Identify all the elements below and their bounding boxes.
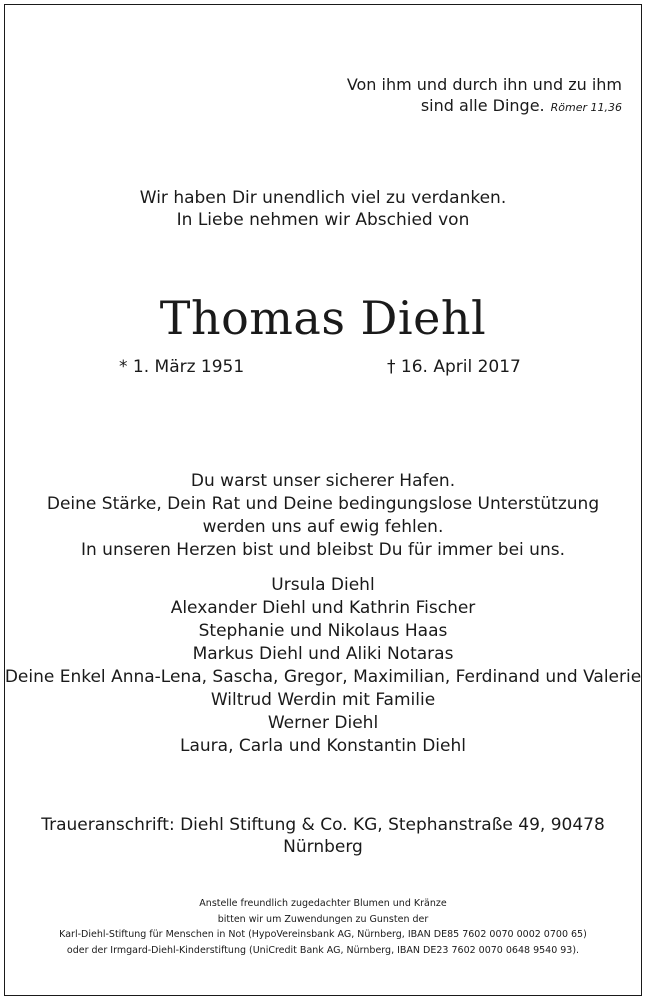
bible-verse xyxy=(347,74,622,118)
verse-reference: Römer 11,36 xyxy=(550,101,622,114)
intro-text xyxy=(0,187,646,231)
mourning-address: Traueranschrift: Diehl Stiftung & Co. KG, Stephanstraße 49, 90478 Nürnberg xyxy=(41,815,605,857)
tribute-line: In unseren Herzen bist und bleibst Du für immer bei uns. xyxy=(80,540,565,560)
death-date: † 16. April 2017 xyxy=(387,357,521,377)
verse-line-1: Von ihm und durch ihn und zu ihm xyxy=(346,75,622,94)
mourner-entry: Laura, Carla und Konstantin Diehl xyxy=(180,736,466,756)
donation-note xyxy=(0,896,646,958)
intro-line: Wir haben Dir unendlich viel zu verdanken. xyxy=(139,188,507,208)
verse-line-2 xyxy=(347,95,622,118)
mourner-entry: Markus Diehl und Aliki Notaras xyxy=(192,644,454,664)
mourner-entry: Deine Enkel Anna-Lena, Sascha, Gregor, Maximilian, Ferdinand und Valerie xyxy=(4,667,642,687)
donation-line: Anstelle freundlich zugedachter Blumen und Kränze xyxy=(199,898,447,909)
tribute-line: Deine Stärke, Dein Rat und Deine bedingungslose Unterstützung xyxy=(46,494,600,514)
intro-line: In Liebe nehmen wir Abschied von xyxy=(176,210,470,230)
tribute-line: Du warst unser sicherer Hafen. xyxy=(190,471,456,491)
mourners-list xyxy=(0,574,646,758)
donation-line: Karl-Diehl-Stiftung für Menschen in Not (HypoVereinsbank AG, Nürnberg, IBAN DE85 7602 0070 0002 0700 65) xyxy=(59,929,587,940)
tribute-text xyxy=(0,470,646,562)
deceased-name: Thomas Diehl xyxy=(159,291,487,345)
mourner-entry: Stephanie und Nikolaus Haas xyxy=(198,621,448,641)
verse-line-2-text: sind alle Dinge. xyxy=(420,96,545,115)
mourner-entry: Ursula Diehl xyxy=(271,575,375,595)
donation-line: oder der Irmgard-Diehl-Kinderstiftung (UniCredit Bank AG, Nürnberg, IBAN DE23 7602 0070 0648 9540 93). xyxy=(66,944,580,956)
tribute-line: werden uns auf ewig fehlen. xyxy=(202,517,444,537)
mourner-entry: Alexander Diehl und Kathrin Fischer xyxy=(170,598,476,618)
mourner-entry: Werner Diehl xyxy=(267,713,379,733)
mourner-entry: Wiltrud Werdin mit Familie xyxy=(210,690,436,710)
donation-line: bitten wir um Zuwendungen zu Gunsten der xyxy=(217,913,429,925)
birth-date: * 1. März 1951 xyxy=(119,357,245,377)
